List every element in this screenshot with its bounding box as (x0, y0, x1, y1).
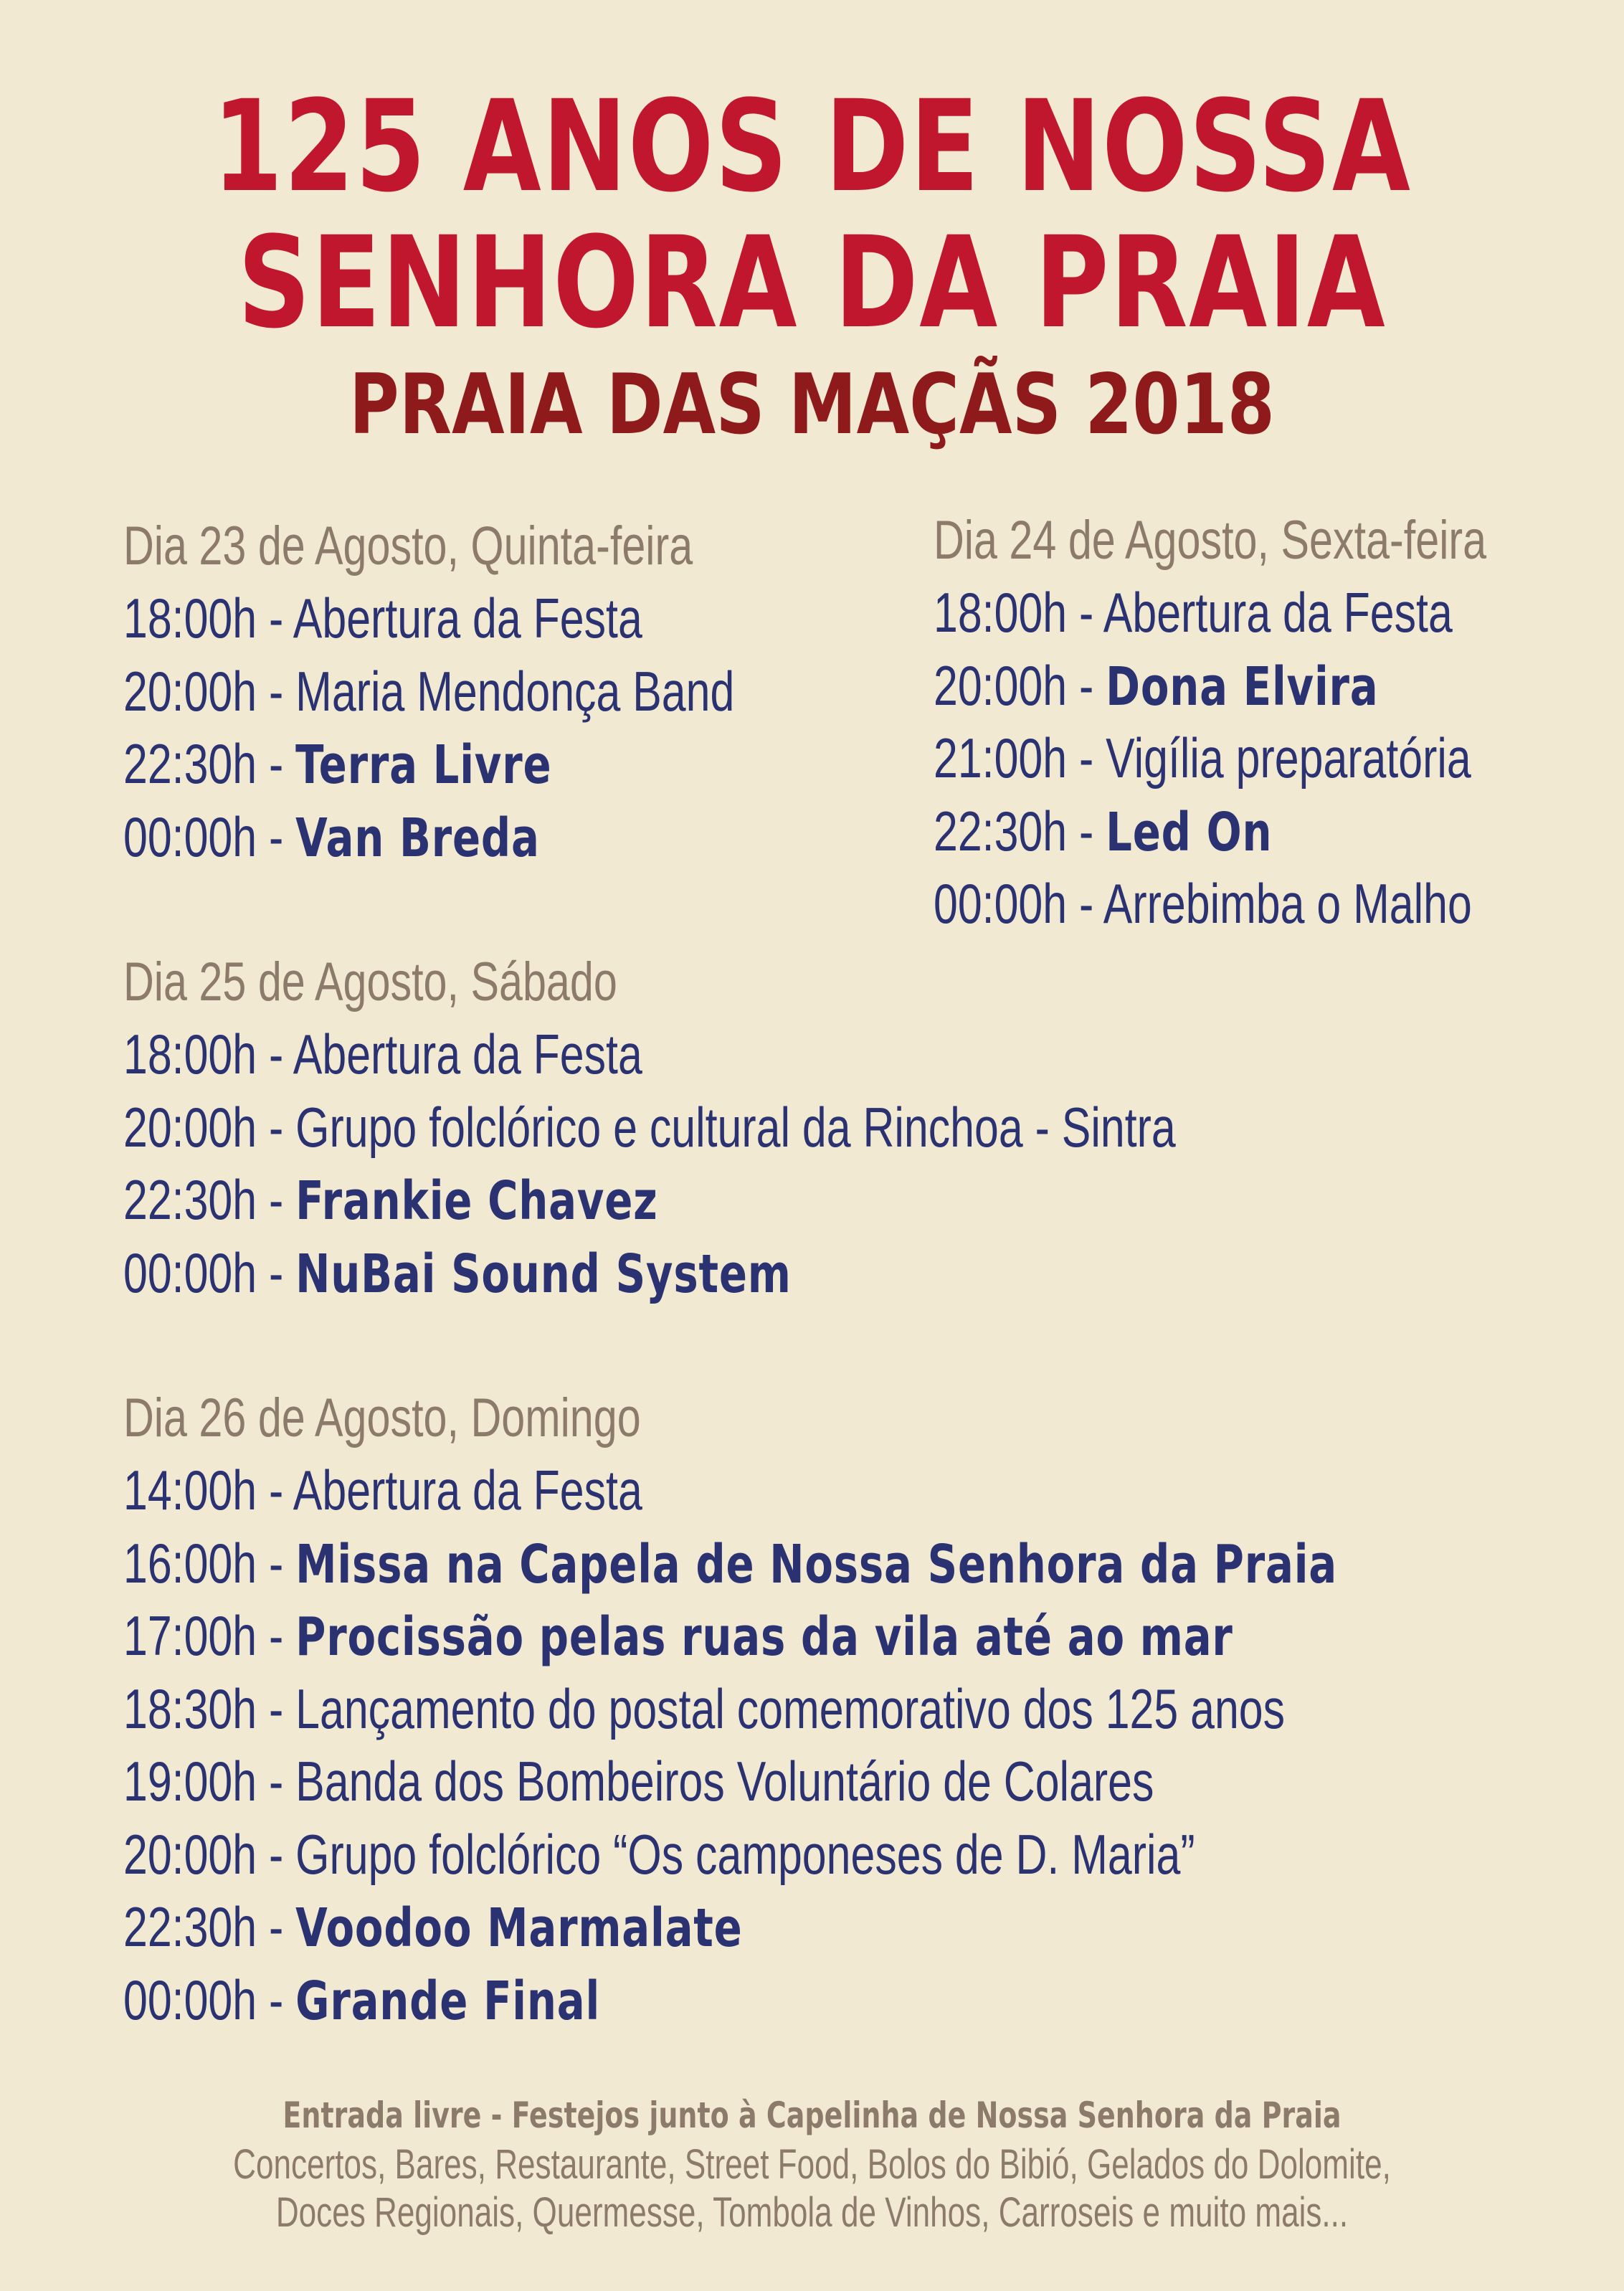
day-heading: Dia 24 de Agosto, Sexta-feira (934, 510, 1487, 571)
event-time: 18:00h (934, 581, 1068, 644)
event-name: Lançamento do postal comemorativo dos 125 anos (295, 1676, 1286, 1740)
event-name-highlighted: Procissão pelas ruas da vila até ao mar (295, 1606, 1233, 1668)
event-name: Maria Mendonça Band (295, 659, 735, 723)
event-time: 00:00h (934, 872, 1068, 935)
schedule-row (123, 1891, 1337, 1964)
event-separator: - (257, 1531, 296, 1595)
event-name: Arrebimba o Malho (1103, 872, 1472, 935)
event-name: Banda dos Bombeiros Voluntário de Colares (295, 1750, 1154, 1813)
event-name-highlighted: Dona Elvira (1106, 655, 1379, 718)
event-time: 00:00h (123, 1241, 257, 1304)
day-schedule-26-august (123, 1382, 1624, 2036)
event-time: 22:30h (123, 1168, 257, 1231)
event-time: 17:00h (123, 1604, 257, 1667)
schedule-row (934, 795, 1486, 868)
event-name: Vigília preparatória (1106, 726, 1471, 789)
event-time: 18:30h (123, 1676, 257, 1740)
schedule-row (123, 1600, 1337, 1673)
schedule-row (123, 1818, 1337, 1892)
event-separator: - (257, 659, 296, 723)
event-time: 20:00h (123, 1822, 257, 1886)
event-time: 18:00h (123, 1023, 257, 1086)
day-heading: Dia 23 de Agosto, Quinta-feira (123, 516, 693, 577)
event-name-highlighted: Terra Livre (295, 734, 552, 796)
event-separator: - (257, 1241, 296, 1304)
event-time: 22:30h (934, 799, 1068, 863)
schedule-row (123, 1964, 1337, 2037)
event-separator: - (1067, 653, 1106, 717)
day-heading: Dia 26 de Agosto, Domingo (123, 1388, 641, 1448)
event-name: Grupo folclórico e cultural da Rinchoa - Sintra (295, 1095, 1176, 1159)
footer-amenities-line-1: Concertos, Bares, Restaurante, Street Food, Bolos do Bibió, Gelados do Dolomite, (233, 2141, 1391, 2188)
schedule-row (934, 650, 1486, 723)
schedule-row (123, 1018, 1176, 1091)
schedule-row (123, 1673, 1337, 1746)
event-time: 14:00h (123, 1458, 257, 1522)
schedule-row (123, 801, 734, 874)
event-separator: - (257, 1895, 296, 1958)
schedule-row (123, 1527, 1337, 1600)
event-separator: - (257, 732, 296, 795)
event-separator: - (257, 1168, 296, 1231)
event-separator: - (257, 1604, 296, 1667)
footer-amenities-line-2: Doces Regionais, Quermesse, Tombola de Vinhos, Carroseis e muito mais... (275, 2189, 1349, 2236)
event-name: Abertura da Festa (293, 587, 642, 650)
event-time: 22:30h (123, 732, 257, 795)
event-time: 00:00h (123, 1968, 257, 2031)
event-time: 19:00h (123, 1750, 257, 1813)
event-separator: - (257, 1968, 296, 2031)
event-name: Abertura da Festa (1103, 581, 1453, 644)
event-time: 22:30h (123, 1895, 257, 1958)
event-name: Abertura da Festa (293, 1458, 642, 1522)
schedule-row (123, 1164, 1176, 1237)
event-name-highlighted: Led On (1106, 801, 1273, 863)
poster-title-line-1: 125 ANOS DE NOSSA (212, 73, 1412, 220)
schedule-row (123, 728, 734, 801)
event-separator: - (257, 805, 296, 868)
day-schedule-25-august (123, 947, 1473, 1309)
day-schedule-24-august (934, 505, 1624, 941)
event-name-highlighted: Van Breda (295, 807, 540, 869)
event-time: 00:00h (123, 805, 257, 868)
poster-subtitle: PRAIA DAS MAÇÃS 2018 (349, 356, 1275, 453)
schedule-row (123, 1091, 1176, 1165)
event-separator: - (257, 1676, 296, 1740)
footer-entry-note: Entrada livre - Festejos junto à Capelinha de Nossa Senhora da Praia (282, 2095, 1342, 2136)
schedule-row (934, 577, 1486, 650)
event-name-highlighted: Grande Final (295, 1970, 601, 2032)
schedule-row (934, 722, 1486, 795)
event-separator: - (257, 1750, 296, 1813)
event-time: 20:00h (934, 653, 1068, 717)
event-separator: - (1067, 581, 1103, 644)
event-time: 21:00h (934, 726, 1068, 789)
event-time: 20:00h (123, 1095, 257, 1159)
event-separator: - (1067, 799, 1106, 863)
event-separator: - (257, 1458, 293, 1522)
event-separator: - (1067, 872, 1103, 935)
event-separator: - (257, 587, 293, 650)
schedule-row (934, 868, 1486, 941)
poster-title-line-2: SENHORA DA PRAIA (237, 209, 1387, 356)
event-name-highlighted: NuBai Sound System (295, 1243, 792, 1305)
event-time: 16:00h (123, 1531, 257, 1595)
event-time: 20:00h (123, 659, 257, 723)
event-separator: - (257, 1023, 293, 1086)
event-separator: - (257, 1095, 296, 1159)
event-name-highlighted: Missa na Capela de Nossa Senhora da Praia (295, 1533, 1338, 1595)
schedule-row (123, 1237, 1176, 1310)
event-name: Grupo folclórico “Os camponeses de D. Maria” (295, 1822, 1195, 1886)
schedule-row (123, 655, 734, 729)
event-time: 18:00h (123, 587, 257, 650)
schedule-row (123, 582, 734, 655)
event-name: Abertura da Festa (293, 1023, 642, 1086)
day-heading: Dia 25 de Agosto, Sábado (123, 952, 617, 1012)
event-separator: - (257, 1822, 296, 1886)
day-schedule-23-august (123, 511, 907, 873)
schedule-row (123, 1454, 1337, 1527)
event-separator: - (1067, 726, 1106, 789)
schedule-row (123, 1745, 1337, 1818)
event-name-highlighted: Voodoo Marmalate (295, 1897, 743, 1959)
event-name-highlighted: Frankie Chavez (295, 1170, 658, 1232)
